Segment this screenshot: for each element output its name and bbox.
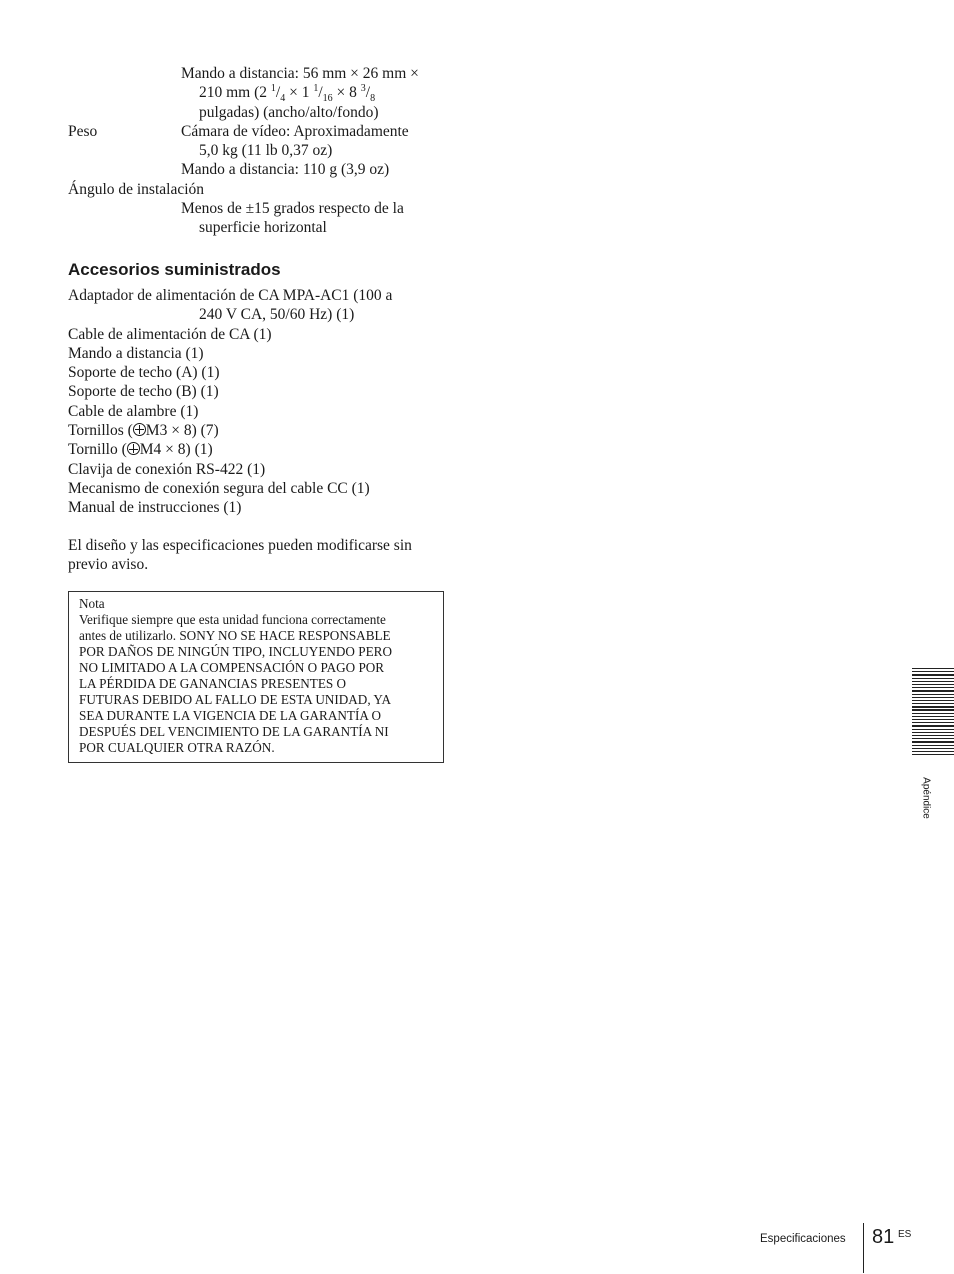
dim-text-mid1: × 1 (285, 84, 314, 101)
screws-post: M3 × 8) (7) (145, 422, 219, 440)
frac3-numerator: 3 (360, 82, 366, 94)
frac2-numerator: 1 (313, 82, 319, 94)
page-language: ES (898, 1229, 912, 1240)
list-item-cable-lock: Mecanismo de conexión segura del cable CC (1) (68, 479, 370, 497)
note-line: Verifique siempre que esta unidad funciona correctamente (79, 612, 386, 627)
note-line: DESPUÉS DEL VENCIMIENTO DE LA GARANTÍA NI (79, 724, 389, 739)
note-box (68, 591, 444, 763)
list-item-screw (68, 440, 392, 459)
side-tab-label: Apéndice (920, 777, 932, 819)
note-line: LA PÉRDIDA DE GANANCIAS PRESENTES O (79, 676, 347, 691)
screw-post: M4 × 8) (1) (139, 441, 213, 459)
note-line: POR CUALQUIER OTRA RAZÓN. (79, 740, 275, 755)
spec-weight-remote: Mando a distancia: 110 g (3,9 oz) (181, 161, 390, 178)
accessories-list (68, 286, 392, 518)
spec-weight-label: Peso (68, 123, 98, 140)
list-item-remote: Mando a distancia (1) (68, 344, 204, 362)
list-item-mount-b: Soporte de techo (B) (1) (68, 383, 219, 401)
frac2-denominator: 16 (322, 93, 333, 105)
footer-divider (863, 1223, 864, 1273)
dim-text-mid2: × 8 (332, 84, 361, 101)
section-tab-marker (912, 668, 954, 760)
note-line: POR DAÑOS DE NINGÚN TIPO, INCLUYENDO PERO (79, 644, 392, 659)
list-item-rs422: Clavija de conexión RS-422 (1) (68, 460, 266, 478)
spec-remote-dimensions-unit: pulgadas) (ancho/alto/fondo) (199, 104, 379, 121)
screw-pre: Tornillo ( (68, 441, 127, 459)
frac1-numerator: 1 (270, 82, 276, 94)
phillips-screw-icon (133, 423, 146, 436)
note-line: SEA DURANTE LA VIGENCIA DE LA GARANTÍA O (79, 708, 381, 723)
footer-section-title: Especificaciones (760, 1233, 846, 1245)
spec-remote-dimensions-inches: 210 mm (2 $^1/_4 \times 1$ $^1/_{16} \times 8$ $^3/_8$ (199, 82, 376, 105)
frac1-denominator: 4 (280, 93, 286, 105)
spec-angle-value-cont: superficie horizontal (199, 219, 327, 236)
list-item-power-cable: Cable de alimentación de CA (1) (68, 325, 272, 343)
list-item-manual: Manual de instrucciones (1) (68, 499, 242, 517)
screws-pre: Tornillos ( (68, 422, 133, 440)
note-line: NO LIMITADO A LA COMPENSACIÓN O PAGO POR (79, 660, 385, 675)
note-line: antes de utilizarlo. SONY NO SE HACE RESPONSABLE (79, 628, 391, 643)
page-number: 81 (872, 1226, 895, 1248)
list-item-wire: Cable de alambre (1) (68, 402, 199, 420)
spec-weight-camera: Cámara de vídeo: Aproximadamente (181, 123, 409, 140)
phillips-screw-icon (127, 442, 140, 455)
accessories-heading: Accesorios suministrados (68, 260, 281, 279)
note-line: FUTURAS DEBIDO AL FALLO DE ESTA UNIDAD, YA (79, 692, 392, 707)
spec-angle-value: Menos de ±15 grados respecto de la (181, 200, 404, 217)
spec-angle-label: Ángulo de instalación (68, 181, 205, 198)
list-item-mount-a: Soporte de techo (A) (1) (68, 364, 220, 382)
disclaimer-line-2: previo aviso. (68, 556, 149, 574)
disclaimer-line-1: El diseño y las especificaciones pueden modificarse sin (68, 537, 412, 554)
spec-remote-dimensions-label: Mando a distancia: 56 mm × 26 mm × (181, 65, 419, 82)
note-title: Nota (79, 596, 105, 611)
list-item-screws (68, 421, 392, 440)
dim-text-pre: 210 mm (2 (199, 84, 271, 101)
frac3-denominator: 8 (370, 93, 376, 105)
list-item-adapter: Adaptador de alimentación de CA MPA-AC1 (100 a (68, 287, 393, 304)
disclaimer-paragraph (68, 536, 448, 575)
list-item-adapter-cont: 240 V CA, 50/60 Hz) (1) (199, 306, 355, 324)
spec-weight-camera-value: 5,0 kg (11 lb 0,37 oz) (199, 142, 333, 159)
